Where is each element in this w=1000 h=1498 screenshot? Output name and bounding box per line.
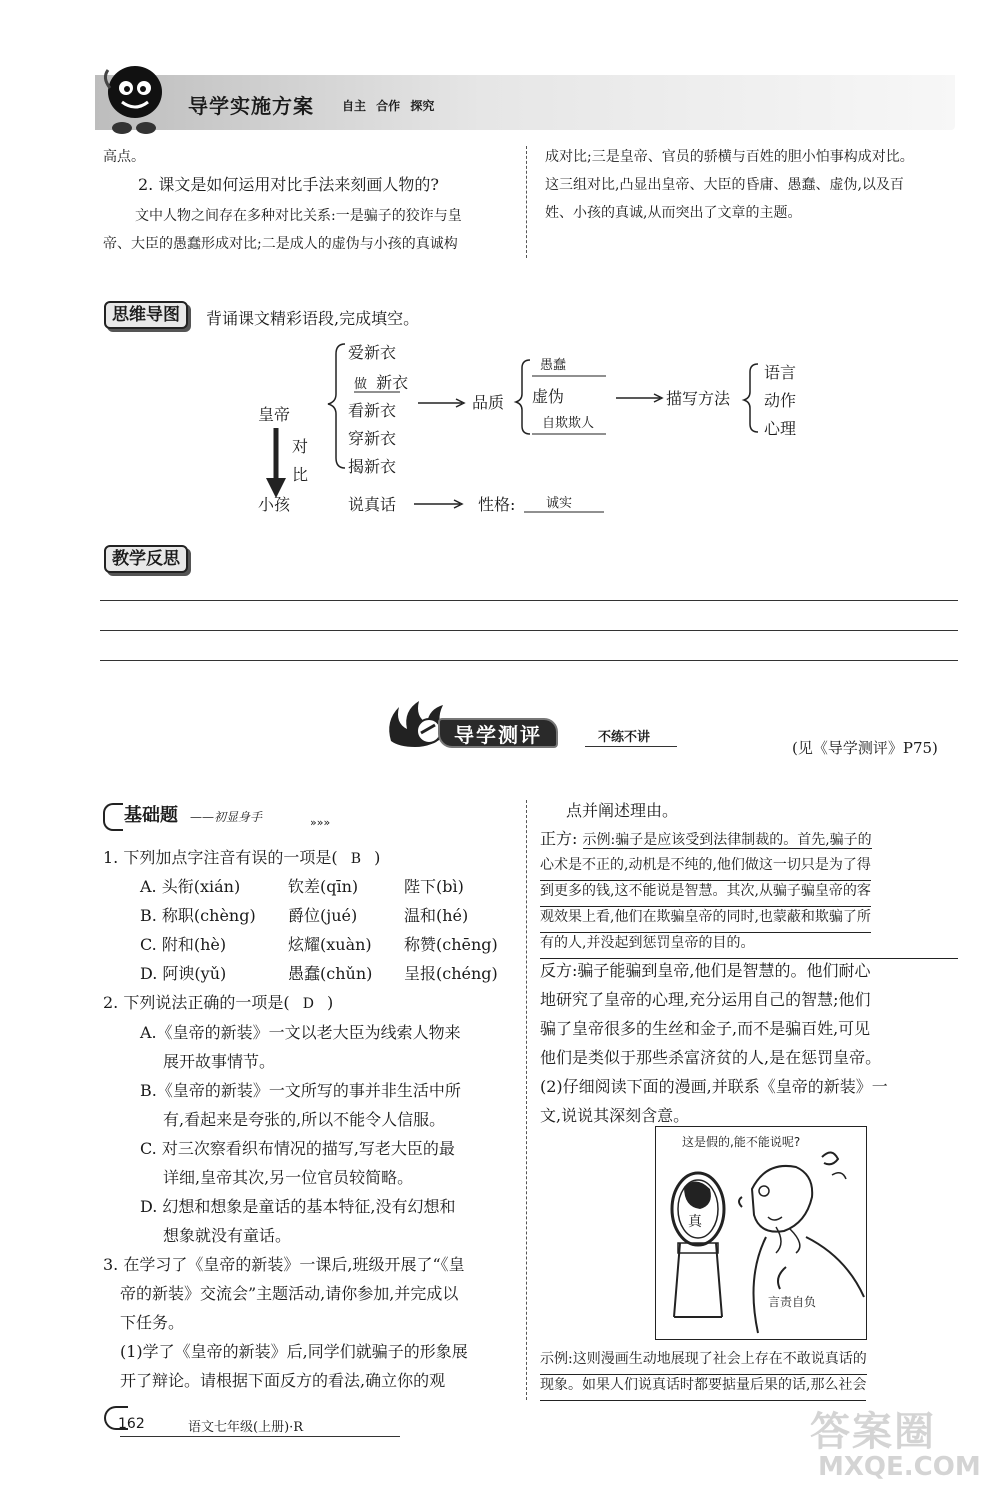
pro-label: 正方: <box>540 829 578 848</box>
con-line3: 骗了皇帝很多的生丝和金子,而不是骗百姓,可见 <box>540 1019 871 1038</box>
footer-book-title: 语文七年级(上册)·R <box>188 1420 304 1435</box>
cartoon-caption: 这是假的,能不能说呢? <box>682 1135 801 1149</box>
q2-option-c-line1: C. 对三次察看织布情况的描写,写老大臣的最 <box>140 1139 455 1158</box>
top-left-answer-line2: 帝、大臣的愚蠢形成对比;二是成人的虚伪与小孩的真诚构 <box>103 236 458 252</box>
q1-option-d-1: D. 阿谀(yǔ) <box>140 964 227 983</box>
q3-sub1-line2: 开了辩论。请根据下面反方的看法,确立你的观 <box>120 1371 446 1390</box>
q2-stem <box>103 988 333 1019</box>
example-line2: 现象。如果人们说真话时都要掂量后果的话,那么社会 <box>540 1370 866 1401</box>
basic-subtitle: ——初显身手 <box>190 810 263 824</box>
mindmap-act-make-suffix: 新衣 <box>376 373 409 392</box>
reflection-line-2 <box>100 630 958 631</box>
mindmap-truth: 说真话 <box>348 495 397 514</box>
bottom-column-divider <box>526 800 527 1400</box>
top-left-answer-line1: 文中人物之间存在多种对比关系:一是骗子的狡诈与皇 <box>135 208 462 224</box>
q1-option-c-1: C. 附和(hè) <box>140 935 227 954</box>
cartoon-mirror-label: 真 <box>688 1214 702 1230</box>
mindmap-quality-answer-1: 愚蠢 <box>540 358 567 373</box>
basic-title: 基础题 <box>124 805 178 826</box>
cartoon-label: 言责自负 <box>768 1295 817 1309</box>
banner-underline <box>585 746 677 747</box>
q2-option-b-line1: B.《皇帝的新装》一文所写的事并非生活中所 <box>140 1081 461 1100</box>
mindmap-contrast-2: 比 <box>292 465 309 484</box>
q1-option-d-2: 愚蠢(chǔn) <box>288 964 373 983</box>
header-subtitle: 自主 合作 探究 <box>342 99 435 113</box>
mindmap-tag: 思维导图 <box>104 301 188 329</box>
mindmap-contrast-1: 对 <box>292 437 309 456</box>
banner-title: 导学测评 <box>438 718 558 748</box>
mindmap-instruction: 背诵课文精彩语段,完成填空。 <box>206 309 420 328</box>
q1-option-b-3: 温和(hé) <box>404 906 469 925</box>
mindmap-act-look: 看新衣 <box>348 401 397 420</box>
mindmap-quality: 品质 <box>472 393 505 412</box>
q2-option-a-line1: A.《皇帝的新装》一文以老大臣为线索人物来 <box>140 1023 461 1042</box>
q3-line3: 下任务。 <box>120 1313 185 1332</box>
mindmap-method: 描写方法 <box>666 389 731 408</box>
header-title: 导学实施方案 <box>188 94 314 118</box>
top-right-line1: 成对比;三是皇帝、官员的骄横与百姓的胆小怕事构成对比。 <box>545 149 914 165</box>
q1-option-c-3: 称赞(chēng) <box>404 935 498 954</box>
mindmap-act-love: 爱新衣 <box>348 343 397 362</box>
sub2-line1: (2)仔细阅读下面的漫画,并联系《皇帝的新装》一 <box>540 1077 888 1096</box>
q2-option-c-line2: 详细,皇帝其次,另一位官员较简略。 <box>163 1168 414 1187</box>
top-left-question: 2. 课文是如何运用对比手法来刻画人物的? <box>138 175 439 194</box>
mindmap-act-wear: 穿新衣 <box>348 429 397 448</box>
footer-line <box>120 1436 400 1437</box>
q2-option-d-line2: 想象就没有童话。 <box>163 1226 292 1245</box>
basic-chevrons: »»» <box>310 816 331 829</box>
q1-option-d-3: 呈报(chéng) <box>404 964 498 983</box>
column-divider <box>526 146 527 258</box>
mindmap-character: 性格: <box>478 495 516 514</box>
q1-option-b-2: 爵位(jué) <box>288 906 358 925</box>
example-line1: 示例:这则漫画生动地展现了社会上存在不敢说真话的 <box>540 1344 867 1375</box>
watermark-logo: 答案圈 <box>810 1409 936 1455</box>
cartoon <box>655 1126 867 1340</box>
sub2-line2: 文,说说其深刻含意。 <box>540 1106 690 1125</box>
q3-line2: 帝的新装》交流会”主题活动,请你参加,并完成以 <box>120 1284 459 1303</box>
q2-option-d-line1: D. 幻想和想象是童话的基本特征,没有幻想和 <box>140 1197 456 1216</box>
q2-answer: D <box>302 996 314 1012</box>
q1-option-a-1: A. 头衔(xián) <box>140 877 241 896</box>
con-line4: 他们是类似于那些杀富济贫的人,是在惩罚皇帝。 <box>540 1048 882 1067</box>
mindmap-act-reveal: 揭新衣 <box>348 457 397 476</box>
reflection-tag: 教学反思 <box>104 545 188 573</box>
mindmap-emperor: 皇帝 <box>258 405 291 424</box>
banner-subtitle: 不练不讲 <box>598 730 651 745</box>
q1-text: 1. 下列加点字注音有误的一项是( <box>103 848 338 867</box>
mindmap-method-language: 语言 <box>764 363 797 382</box>
top-right-line2: 这三组对比,凸显出皇帝、大臣的昏庸、愚蠢、虚伪,以及百 <box>545 177 904 193</box>
top-right-line3: 姓、小孩的真诚,从而突出了文章的主题。 <box>545 205 802 221</box>
con-line2: 地研究了皇帝的心理,充分运用自己的智慧;他们 <box>540 990 871 1009</box>
q1-option-a-2: 钦差(qīn) <box>288 877 359 896</box>
mindmap-act-make <box>354 368 408 398</box>
q3-sub1-line1: (1)学了《皇帝的新装》后,同学们就骗子的形象展 <box>120 1342 468 1361</box>
q1-stem <box>103 843 380 874</box>
pro-line4: 观效果上看,他们在欺骗皇帝的同时,也蒙蔽和欺骗了所 <box>540 902 871 933</box>
q1-option-c-2: 炫耀(xuàn) <box>288 935 372 954</box>
basic-title-bracket <box>103 803 123 831</box>
q3-line1: 3. 在学习了《皇帝的新装》一课后,班级开展了“《皇 <box>103 1255 465 1274</box>
con-line1: 反方:骗子能骗到皇帝,他们是智慧的。他们耐心 <box>540 961 871 980</box>
q1-close: ) <box>374 848 381 867</box>
right-line0: 点并阐述理由。 <box>566 801 679 820</box>
pro-line2: 心术是不正的,动机是不纯的,他们做这一切只是为了得 <box>540 850 871 881</box>
mascot-logo <box>100 58 170 138</box>
q1-option-a-3: 陛下(bì) <box>404 877 464 896</box>
reflection-line-3 <box>100 660 958 661</box>
mindmap-child: 小孩 <box>258 495 291 514</box>
q2-option-a-line2: 展开故事情节。 <box>163 1052 276 1071</box>
q1-answer: B <box>350 851 361 867</box>
mindmap-method-psychology: 心理 <box>764 419 797 438</box>
mindmap-act-make-answer: 做 <box>354 377 368 392</box>
q2-close: ) <box>327 993 334 1012</box>
banner-reference: (见《导学测评》P75) <box>792 739 938 757</box>
mindmap-method-action: 动作 <box>764 391 797 410</box>
reflection-line-1 <box>100 600 958 601</box>
pro-line3: 到更多的钱,这不能说是智慧。其次,从骗子骗皇帝的客 <box>540 876 871 907</box>
pro-line1: 示例:骗子是应该受到法律制裁的。首先,骗子的 <box>582 832 872 848</box>
q2-option-b-line2: 有,看起来是夸张的,所以不能令人信服。 <box>163 1110 446 1129</box>
q2-text: 2. 下列说法正确的一项是( <box>103 993 290 1012</box>
watermark-url: MXQE.COM <box>818 1452 981 1482</box>
mindmap-character-answer: 诚实 <box>546 496 573 511</box>
mindmap-section <box>100 298 960 528</box>
q1-option-b-1: B. 称职(chèng) <box>140 906 256 925</box>
mindmap-connectors <box>100 298 960 528</box>
mindmap-quality-2: 虚伪 <box>532 387 565 406</box>
top-left-line0: 高点。 <box>103 149 145 165</box>
footer-page-number: 162 <box>118 1416 145 1432</box>
pro-line5: 有的人,并没起到惩罚皇帝的目的。 <box>540 928 958 959</box>
mindmap-quality-answer-3: 自欺欺人 <box>542 416 595 431</box>
